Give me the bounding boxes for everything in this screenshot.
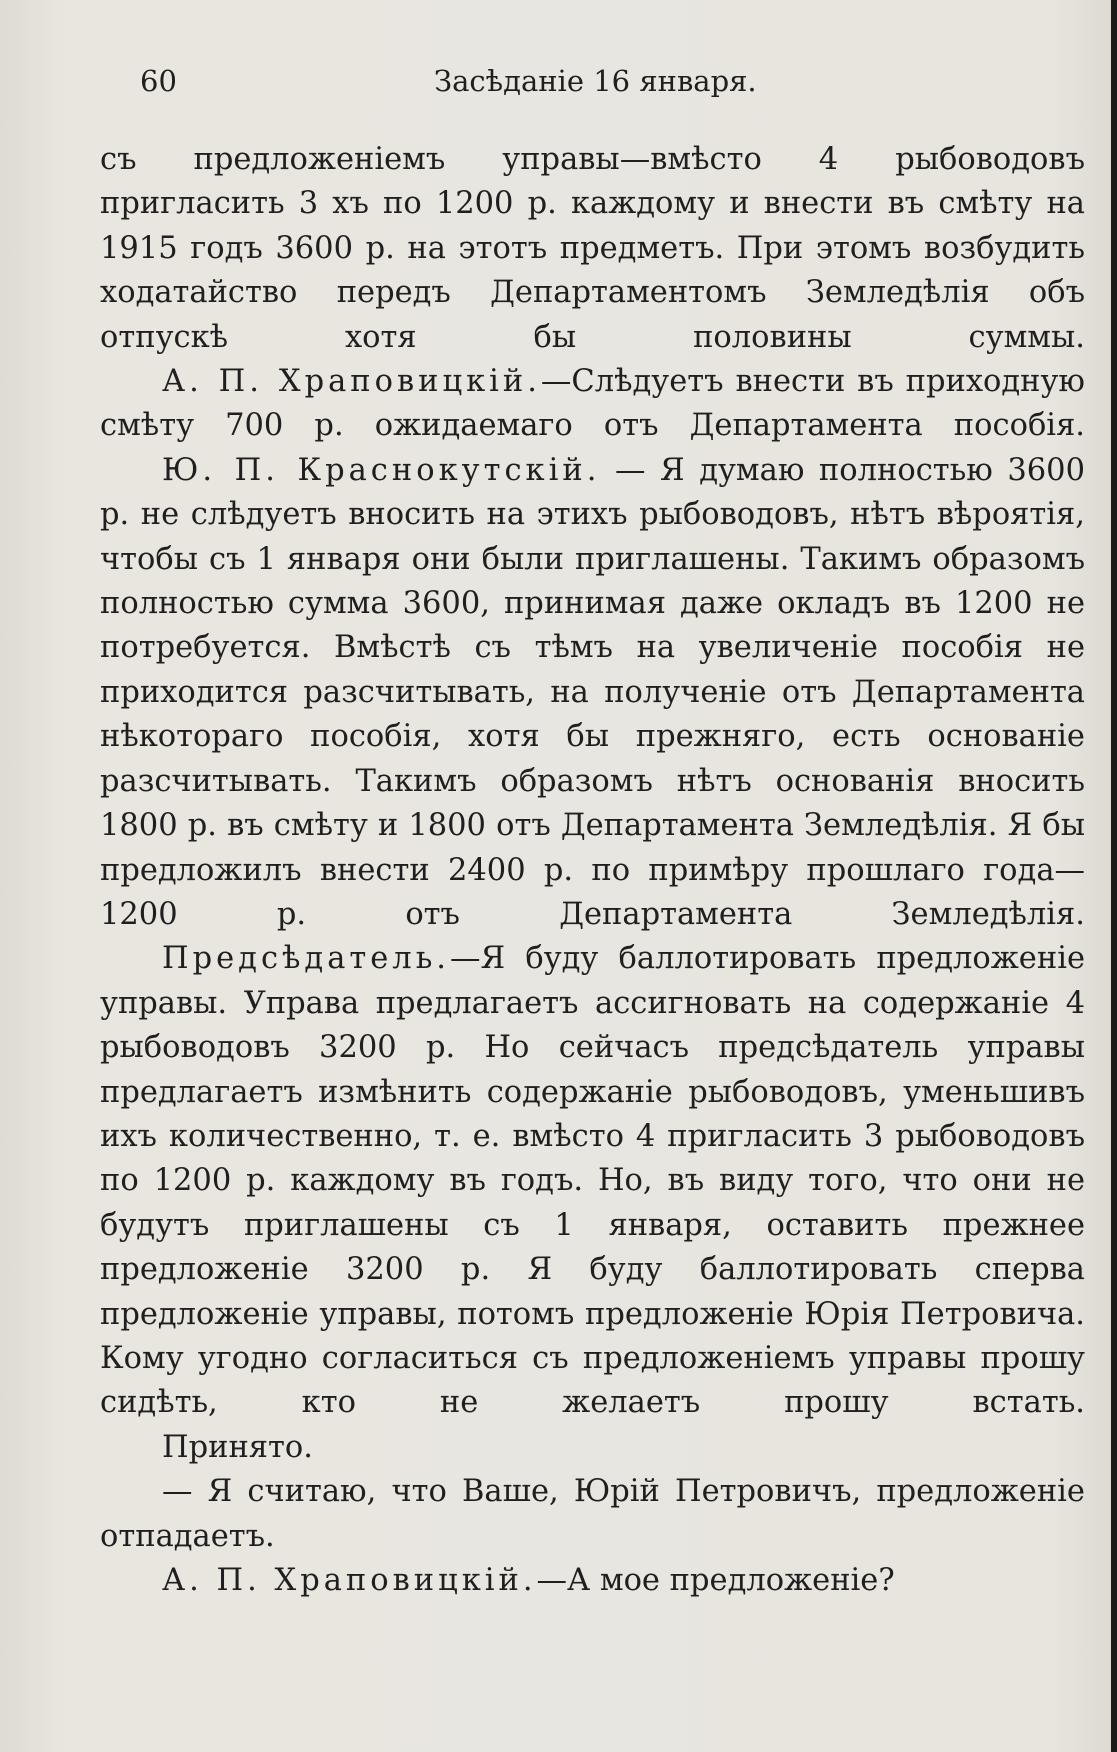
paragraph xyxy=(100,360,1085,449)
speaker-name: Предсѣдатель. xyxy=(162,941,450,977)
paragraph xyxy=(100,937,1085,1425)
page-header xyxy=(0,56,1117,106)
paragraph-text: —А мое предложеніе? xyxy=(536,1563,895,1598)
page-number: 60 xyxy=(140,64,177,98)
running-title: Засѣданіе 16 января. xyxy=(434,64,757,98)
speaker-name: А. П. Храповицкій. xyxy=(162,1563,537,1598)
paragraph xyxy=(100,1470,1085,1559)
paragraph-text: — Я думаю полностью 3600 р. не слѣдуетъ вносить на этихъ рыбоводовъ, нѣтъ вѣроятія, чтобы съ 1 января они были приглашены. Такимъ образомъ полностью сумма 3600, принимая даже окладъ въ 1200 не потребуется. Вмѣстѣ съ тѣмъ на увеличеніе пособія не приходится разсчитывать, на полученіе отъ Департамента нѣкотораго пособія, хотя бы прежняго, есть основаніе разсчитывать. Такимъ образомъ нѣтъ основанія вносить 1800 р. въ смѣту и 1800 отъ Департамента Земледѣлія. Я бы предложилъ внести 2400 р. по примѣру прошлаго года—1200 р. отъ Департамента Земледѣлія. xyxy=(100,452,1085,932)
paragraph-text: —Слѣдуетъ внести въ приходную смѣту 700 р. ожидаемаго отъ Департамента пособія. xyxy=(100,364,1085,444)
page-edge xyxy=(1111,0,1117,1752)
paragraph-text: — Я считаю, что Ваше, Юрій Петровичъ, предложеніе отпадаетъ. xyxy=(100,1474,1085,1554)
speaker-name: А. П. Храповицкій. xyxy=(162,364,541,400)
page-body xyxy=(100,138,1085,1603)
paragraph-text: съ предложеніемъ управы—вмѣсто 4 рыбоводовъ пригласить 3 хъ по 1200 р. каждому и внести въ смѣту на 1915 годъ 3600 р. на этотъ предметъ. При этомъ возбудить ходатайство передъ Департаментомъ Земледѣлія объ отпускѣ хотя бы половины суммы. xyxy=(100,142,1085,355)
paragraph-text: Принято. xyxy=(162,1429,313,1465)
paragraph xyxy=(100,1426,1085,1470)
paragraph-text: —Я буду баллотировать предложеніе управы. Управа предлагаетъ ассигновать на содержаніе 4 рыбоводовъ 3200 р. Но сейчасъ предсѣдатель управы предлагаетъ измѣнить содержаніе рыбоводовъ, уменьшивъ ихъ количественно, т. е. вмѣсто 4 пригласить 3 рыбоводовъ по 1200 р. каждому въ годъ. Но, въ виду того, что они не будутъ приглашены съ 1 января, оставить прежнее предложеніе 3200 р. Я буду баллотировать сперва предложеніе управы, потомъ предложеніе Юрія Петровича. Кому угодно согласиться съ предложеніемъ управы прошу сидѣть, кто не желаетъ прошу встать. xyxy=(100,941,1085,1421)
paragraph xyxy=(100,449,1085,937)
paragraph xyxy=(100,1559,1085,1603)
speaker-name: Ю. П. Краснокутскій. xyxy=(162,452,601,488)
paragraph xyxy=(100,138,1085,360)
